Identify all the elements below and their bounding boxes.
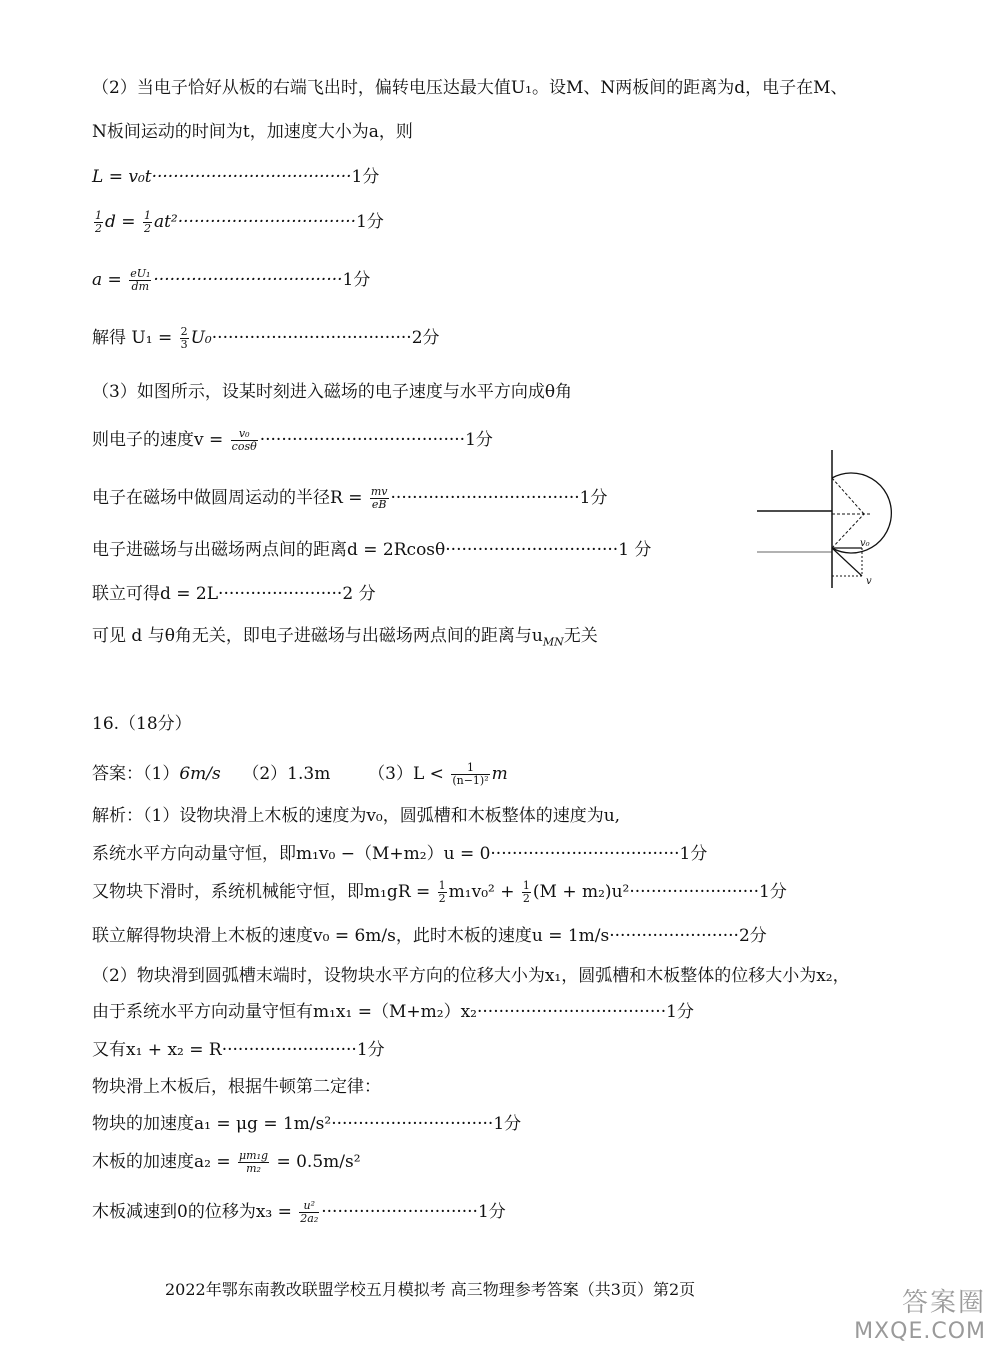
solution-1-eq2: 又物块下滑时，系统机械能守恒，即m₁gR = $\frac{1}{2}$ m₁v₀² + $\frac{1}{2}$ (M + m₂)u²························1分 (92, 879, 787, 905)
solution-2-eq4: 物块的加速度a₁ = μg = 1m/s²······························1分 (92, 1114, 522, 1134)
equation-2: $\frac{1}{2}$ d = $\frac{1}{2}$ at²·································1分 (95, 209, 384, 235)
equation-4: 解得 U₁ = $\frac{2}{3}$ U₀·····································2分 (92, 325, 440, 351)
magnetic-field-diagram (752, 448, 912, 593)
solution-2-eq5: 木板的加速度a₂ = $\frac{\text{μm₁g}}{\text{m₂}}$ = 0.5m/s² (92, 1149, 361, 1175)
solution-2-eq6: 木板减速到0的位移为x₃ = $\frac{\text{u²}}{\text{2a₂}}$ ·····························1分 (92, 1199, 506, 1225)
label-v0: v₀ (860, 538, 870, 549)
part2-intro-line1: （2）当电子恰好从板的右端飞出时，偏转电压达最大值U₁。设M、N两板间的距离为d，电子在M、 (92, 78, 848, 98)
solution-2-eq2: 又有x₁ + x₂ = R·························1分 (92, 1040, 385, 1060)
equation-7: 电子进磁场与出磁场两点间的距离d = 2Rcosθ································1 分 (92, 540, 652, 560)
watermark-url: MXQE.COM (854, 1319, 986, 1344)
solution-1-eq1: 系统水平方向动量守恒，即m₁v₀ −（M+m₂）u = 0···································1分 (92, 844, 708, 864)
radius-line-1 (832, 478, 864, 514)
part3-intro: （3）如图所示，设某时刻进入磁场的电子速度与水平方向成θ角 (92, 382, 573, 402)
equation-5: 则电子的速度v = $\frac{\text{v₀}}{\cos\theta}$ ······································1分 (92, 427, 493, 453)
part3-conclusion: 可见 d 与θ角无关，即电子进磁场与出磁场两点间的距离与$u_{MN}$无关 (92, 626, 598, 649)
solution-1-intro: 解析：（1）设物块滑上木板的速度为v₀，圆弧槽和木板整体的速度为u, (92, 806, 621, 826)
equation-6: 电子在磁场中做圆周运动的半径R = $\frac{mv}{eB}$ ···································1分 (92, 485, 608, 511)
answer-line: 答案：（1）6m/s （2）1.3m （3）L < $\frac{1}{\text{(n−1)²}}$ m (92, 761, 508, 787)
equation-1: L = v₀t·····································1分 (92, 167, 380, 187)
solution-2-eq1: 由于系统水平方向动量守恒有m₁x₁ =（M+m₂）x₂···································1分 (92, 1002, 694, 1022)
site-watermark (854, 1282, 986, 1344)
label-v: v (866, 576, 872, 587)
part2-intro-line2: N板间运动的时间为t，加速度大小为a，则 (92, 122, 413, 142)
question-16-title: 16.（18分） (92, 714, 192, 734)
watermark-title: 答案圈 (901, 1288, 986, 1318)
page-footer: 2022年鄂东南教改联盟学校五月模拟考 高三物理参考答案（共3页）第2页 (165, 1280, 696, 1299)
solution-2-eq3: 物块滑上木板后，根据牛顿第二定律： (92, 1077, 381, 1097)
solution-1-eq3: 联立解得物块滑上木板的速度v₀ = 6m/s，此时木板的速度u = 1m/s························2分 (92, 926, 767, 946)
equation-3: a = $\frac{\text{eU₁}}{dm}$ ···································1分 (92, 267, 371, 293)
equation-8: 联立可得d = 2L·······················2 分 (92, 584, 376, 604)
solution-2-intro: （2）物块滑到圆弧槽末端时，设物块水平方向的位移大小为x₁，圆弧槽和木板整体的位移大小为x₂， (92, 966, 850, 986)
